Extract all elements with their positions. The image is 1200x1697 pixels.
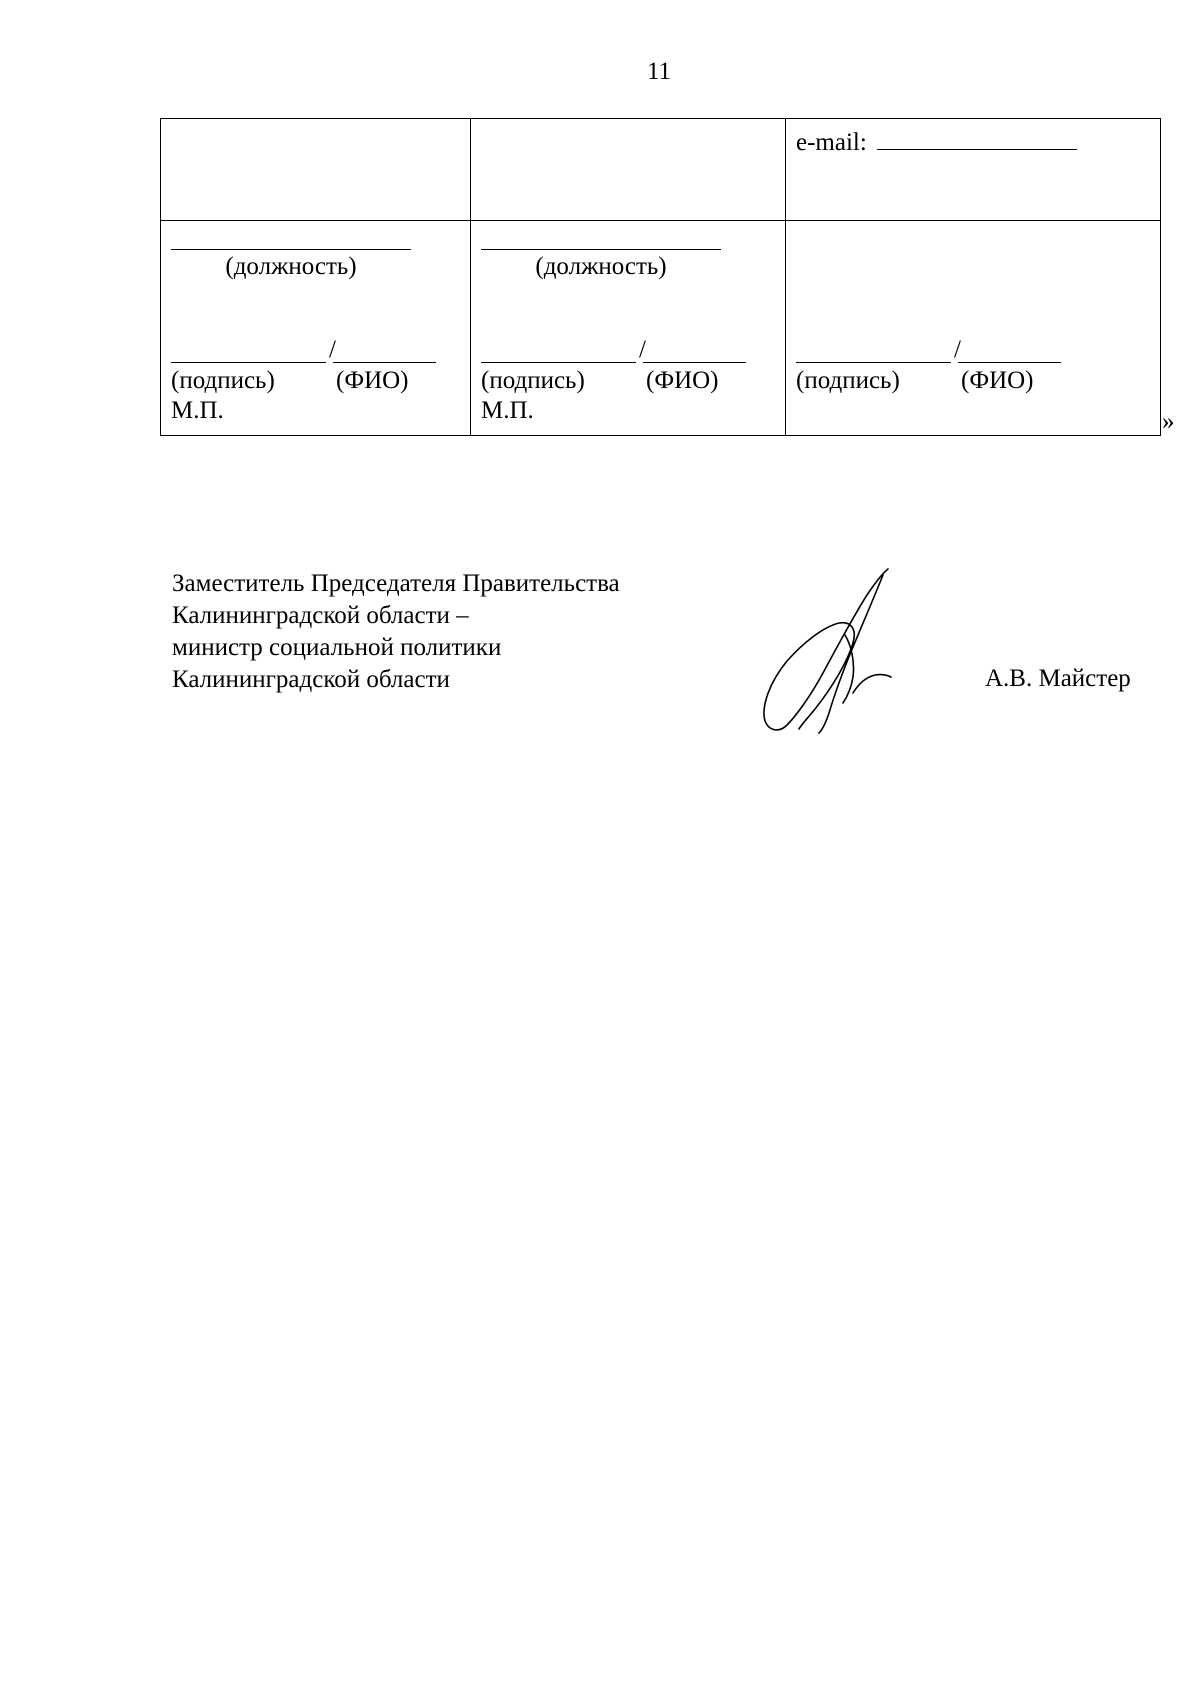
handwritten-signature: [735, 565, 905, 735]
signature-blank-lines: [481, 336, 746, 363]
stamp-label: М.П.: [171, 397, 224, 424]
signatory-title-line: министр социальной политики: [172, 634, 502, 661]
signature-blank: [796, 362, 951, 363]
signature-caption: (подпись): [796, 367, 900, 394]
signature-captions: [171, 367, 409, 395]
position-caption: (должность): [225, 253, 357, 280]
party-two-cell: [471, 221, 786, 436]
stamp-label: М.П.: [481, 397, 534, 424]
fio-blank: [958, 362, 1061, 363]
signature-captions: [796, 367, 1034, 395]
signature-captions: [481, 367, 719, 395]
email-blank-line: [877, 127, 1077, 150]
party-three-cell: [786, 221, 1161, 436]
fio-blank: [643, 362, 746, 363]
signatory-title-line: Калининградской области: [172, 666, 450, 693]
email-label: e-mail:: [796, 129, 867, 156]
table-cell: [471, 119, 786, 221]
position-blank-line: [171, 249, 411, 250]
slash-separator: /: [954, 336, 961, 363]
signature-blank-lines: [171, 336, 436, 363]
party-one-cell: [161, 221, 471, 436]
fio-blank: [333, 362, 436, 363]
email-field: [796, 127, 1077, 157]
closing-quote: »: [1162, 408, 1175, 435]
signatory-title-line: Заместитель Председателя Правительства: [172, 570, 620, 597]
signature-blank: [171, 362, 326, 363]
signature-blank: [481, 362, 636, 363]
table-row: [161, 221, 1161, 436]
table-row: [161, 119, 1161, 221]
table-cell: [161, 119, 471, 221]
position-caption: (должность): [535, 253, 667, 280]
signature-table: [160, 118, 1161, 436]
signatory-title: [172, 568, 620, 696]
slash-separator: /: [639, 336, 646, 363]
signatory-title-line: Калининградской области –: [172, 602, 469, 629]
fio-caption: (ФИО): [646, 367, 719, 394]
table-cell: [786, 119, 1161, 221]
signature-caption: (подпись): [481, 367, 585, 394]
signer-name: А.В. Майстер: [985, 665, 1131, 692]
fio-caption: (ФИО): [961, 367, 1034, 394]
fio-caption: (ФИО): [336, 367, 409, 394]
position-blank-line: [481, 249, 721, 250]
signature-caption: (подпись): [171, 367, 275, 394]
slash-separator: /: [329, 336, 336, 363]
page-number: 11: [646, 58, 672, 85]
signature-blank-lines: [796, 336, 1061, 363]
